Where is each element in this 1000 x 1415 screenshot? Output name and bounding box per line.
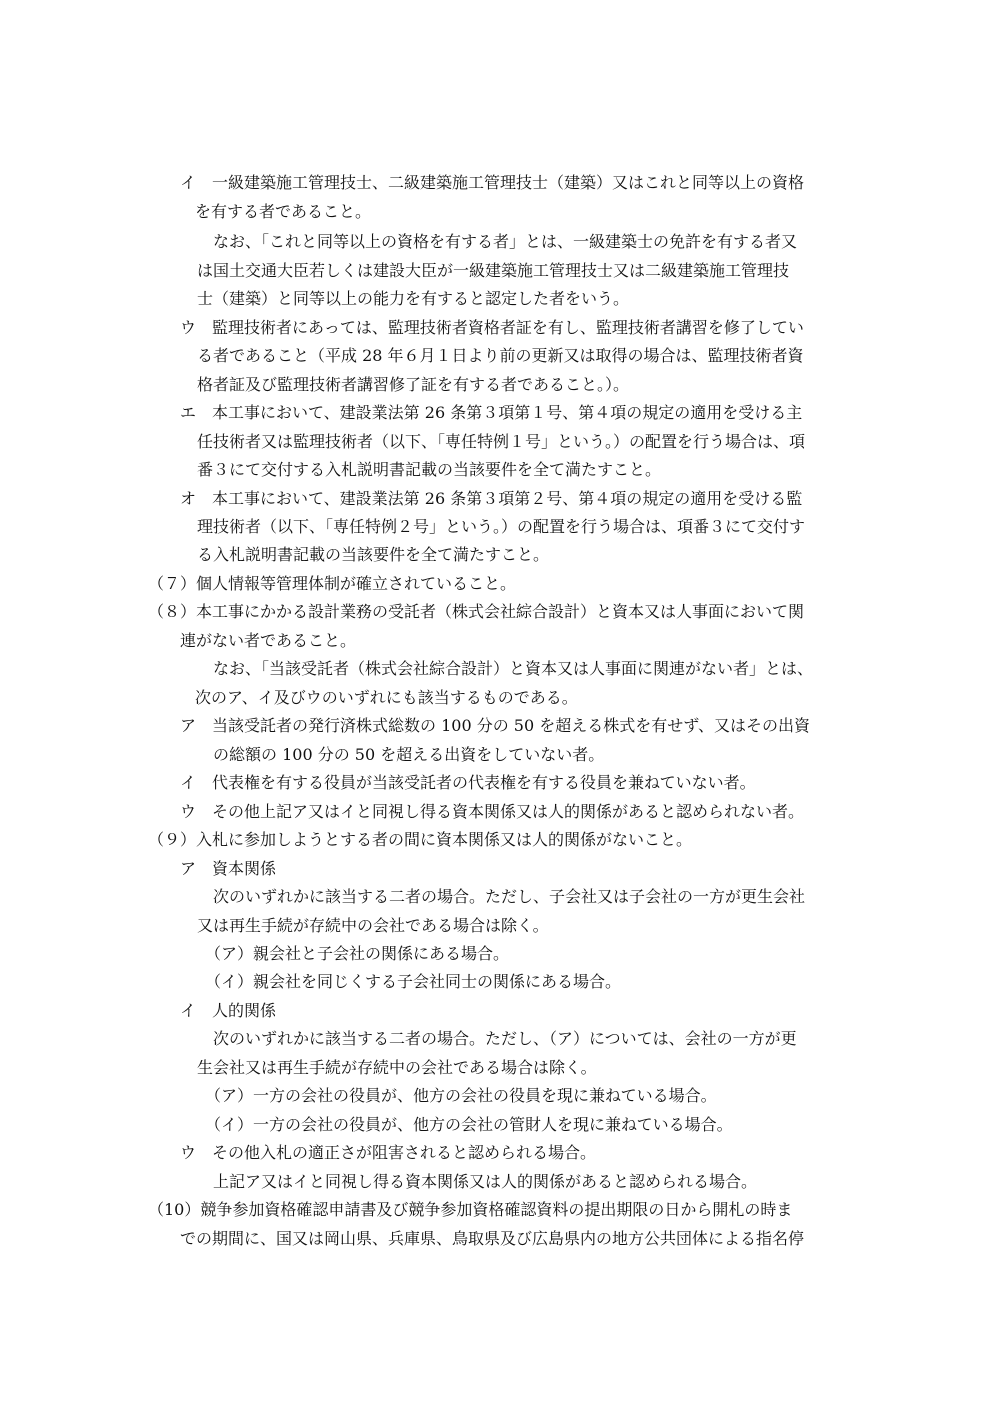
text-line: なお、「これと同等以上の資格を有する者」とは、一級建築士の免許を有する者又 bbox=[213, 232, 798, 251]
text-line: 格者証及び監理技術者講習修了証を有する者であること。）。 bbox=[197, 375, 630, 394]
text-line: オ 本工事において、建設業法第 26 条第３項第２号、第４項の規定の適用を受ける監 bbox=[180, 489, 803, 508]
text-line: イ 代表権を有する役員が当該受託者の代表権を有する役員を兼ねていない者。 bbox=[180, 773, 756, 792]
text-line: （ア）一方の会社の役員が、他方の会社の役員を現に兼ねている場合。 bbox=[205, 1086, 717, 1105]
text-line: 連がない者であること。 bbox=[180, 631, 357, 650]
text-line: イ 人的関係 bbox=[180, 1001, 277, 1020]
text-line: なお、「当該受託者（株式会社綜合設計）と資本又は人事面に関連がない者」とは、 bbox=[213, 659, 814, 678]
text-line: ア 当該受託者の発行済株式総数の 100 分の 50 を超える株式を有せず、又はその出資 bbox=[180, 716, 810, 735]
text-line: の総額の 100 分の 50 を超える出資をしていない者。 bbox=[213, 745, 605, 764]
text-line: ア 資本関係 bbox=[180, 859, 277, 878]
text-line: （９）入札に参加しようとする者の間に資本関係又は人的関係がないこと。 bbox=[148, 830, 693, 849]
text-line: ウ 監理技術者にあっては、監理技術者資格者証を有し、監理技術者講習を修了してい bbox=[180, 318, 804, 337]
text-line: （８）本工事にかかる設計業務の受託者（株式会社綜合設計）と資本又は人事面において関 bbox=[148, 602, 805, 621]
text-line: 生会社又は再生手続が存続中の会社である場合は除く。 bbox=[197, 1058, 597, 1077]
text-line: 任技術者又は監理技術者（以下、「専任特例１号」という。）の配置を行う場合は、項 bbox=[197, 432, 806, 451]
text-line: （イ）一方の会社の役員が、他方の会社の管財人を現に兼ねている場合。 bbox=[205, 1115, 733, 1134]
text-line: は国土交通大臣若しくは建設大臣が一級建築施工管理技士又は二級建築施工管理技 bbox=[197, 261, 790, 280]
text-line: る者であること（平成 28 年６月１日より前の更新又は取得の場合は、監理技術者資 bbox=[197, 346, 804, 365]
text-line: る入札説明書記載の当該要件を全て満たすこと。 bbox=[197, 545, 550, 564]
text-line: エ 本工事において、建設業法第 26 条第３項第１号、第４項の規定の適用を受ける主 bbox=[180, 403, 803, 422]
text-line: 番３にて交付する入札説明書記載の当該要件を全て満たすこと。 bbox=[197, 460, 662, 479]
text-line: 次のいずれかに該当する二者の場合。ただし、（ア）については、会社の一方が更 bbox=[213, 1029, 797, 1048]
text-line: を有する者であること。 bbox=[195, 202, 372, 221]
text-line: 上記ア又はイと同視し得る資本関係又は人的関係があると認められる場合。 bbox=[213, 1172, 758, 1191]
text-line: （７）個人情報等管理体制が確立されていること。 bbox=[148, 574, 517, 593]
text-line: ウ その他上記ア又はイと同視し得る資本関係又は人的関係があると認められない者。 bbox=[180, 802, 805, 821]
text-line: での期間に、国又は岡山県、兵庫県、鳥取県及び広島県内の地方公共団体による指名停 bbox=[180, 1229, 805, 1248]
text-line: 次のア、イ及びウのいずれにも該当するものである。 bbox=[195, 688, 578, 707]
text-line: 又は再生手続が存続中の会社である場合は除く。 bbox=[197, 916, 549, 935]
text-line: 次のいずれかに該当する二者の場合。ただし、子会社又は子会社の一方が更生会社 bbox=[213, 887, 806, 906]
text-line: （ア）親会社と子会社の関係にある場合。 bbox=[205, 944, 510, 963]
text-line: イ 一級建築施工管理技士、二級建築施工管理技士（建築）又はこれと同等以上の資格 bbox=[180, 173, 805, 192]
text-line: （10）競争参加資格確認申請書及び競争参加資格確認資料の提出期限の日から開札の時ま bbox=[148, 1200, 793, 1219]
text-line: 理技術者（以下、「専任特例２号」という。）の配置を行う場合は、項番３にて交付す bbox=[197, 517, 806, 536]
text-line: ウ その他入札の適正さが阻害されると認められる場合。 bbox=[180, 1143, 597, 1162]
text-line: 士（建築）と同等以上の能力を有すると認定した者をいう。 bbox=[197, 289, 630, 308]
text-line: （イ）親会社を同じくする子会社同士の関係にある場合。 bbox=[205, 972, 622, 991]
